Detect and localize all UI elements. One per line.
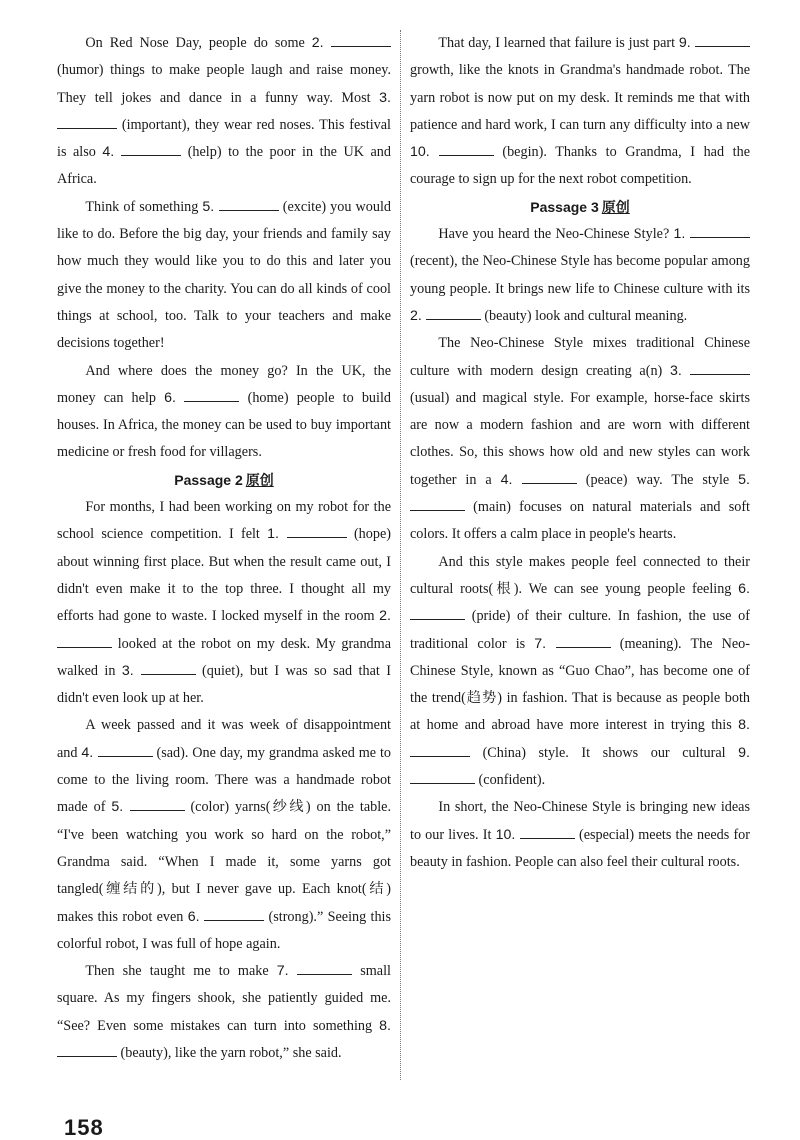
paragraph-text: Have you heard the Neo-Chinese Style? [438,226,674,243]
question-number: 1. [673,226,690,243]
paragraph-text: That day, I learned that failure is just part [438,35,679,51]
answer-blank[interactable] [141,659,196,675]
paragraph-text: And this style makes people feel connected to their cultural roots(根). We can see young people feeling [410,553,750,597]
answer-blank[interactable] [439,140,494,156]
page-number: 158 [64,1115,104,1140]
paragraph-text: (important), they wear red noses. This festival is also [57,116,391,161]
answer-blank[interactable] [130,795,185,811]
paragraph-text: (hope) about winning first place. But when the result came out, I didn't even make it to the top three. I thought all my efforts had gone to waste. I locked myself in the room [57,526,391,625]
paragraph-text: looked at the robot on my desk. My grandma walked in [57,635,391,679]
paragraph-text: (main) focuses on natural materials and soft colors. It offers a calm place in people's hearts. [410,499,750,543]
paragraph-text: On Red Nose Day, people do some [85,35,312,51]
question-number: 8. [379,1017,391,1034]
paragraph-text: small square. As my fingers shook, she patiently guided me. “See? Even some mistakes can turn into something [57,963,391,1034]
question-number: 8. [738,717,750,734]
paragraph-text: Then she taught me to make [85,963,277,980]
passage-paragraph [57,712,391,958]
paragraph-text: (home) people to build houses. In Africa, the money can be used to buy important medicine or fresh food for villagers. [57,389,391,461]
question-number: 2. [379,608,391,625]
question-number: 5. [111,799,130,816]
question-number: 6. [187,908,205,925]
original-tag: 原创 [601,198,630,215]
paragraph-text: (excite) you would like to do. Before the big day, your friends and family say how much they would like you to do this and later you give the money to the charity. You can do all kinds of cool things at school, too. Talk to your teachers and make decisions together! [57,198,391,352]
passage-paragraph [410,330,750,548]
question-number: 3. [379,89,391,106]
passage-paragraph [410,30,750,194]
column-divider [400,30,401,1080]
passage-paragraph [57,30,391,194]
paragraph-text: (pride) of their culture. In fashion, the use of traditional color is [410,608,750,652]
answer-blank[interactable] [556,632,611,648]
right-column [410,30,750,876]
paragraph-text: (peace) way. The style [576,471,739,488]
answer-blank[interactable] [184,386,239,402]
paragraph-text: (color) yarns(纱线) on the table. “I've been watching you work so hard on the robot,” Grandma said. “When I made it, some yarns got tangled(缠结的), but I never gave up. Each knot(结) makes this robot even [57,799,392,925]
question-number: 2. [311,35,331,51]
paragraph-text: (sad). One day, my grandma asked me to come to the living room. There was a handmade robot made of [57,744,391,816]
question-number: 5. [738,471,750,488]
answer-blank[interactable] [522,468,577,484]
question-number: 10. [410,144,439,161]
answer-blank[interactable] [57,632,112,648]
question-number: 3. [670,362,690,379]
question-number: 7. [276,963,298,980]
question-number: 7. [534,635,556,652]
passage-paragraph [410,549,750,795]
paragraph-text: (help) to the poor in the UK and Africa. [57,144,391,188]
answer-blank[interactable] [410,768,475,784]
answer-blank[interactable] [331,31,391,47]
passage-paragraph [57,494,391,712]
answer-blank[interactable] [426,304,481,320]
question-number: 4. [500,471,522,488]
passage-title: Passage 3 [530,198,599,215]
paragraph-text: (recent), the Neo-Chinese Style has become popular among young people. It brings new life to Chinese culture with its [410,253,750,297]
question-number: 10. [495,826,520,843]
answer-blank[interactable] [410,495,465,511]
paragraph-text: (usual) and magical style. For example, horse-face skirts are now a modern fashion and are worn with different clothes. So, this shows how old and new styles can work together in a [410,389,750,488]
paragraph-text: In short, the Neo-Chinese Style is bringing new ideas to our lives. It [410,799,750,843]
passage-paragraph [57,358,391,467]
passage-paragraph [57,958,391,1067]
question-number: 9. [678,35,695,51]
paragraph-text: (quiet), but I was so sad that I didn't even look up at her. [57,662,391,707]
answer-blank[interactable] [690,359,750,375]
answer-blank[interactable] [121,140,181,156]
question-number: 6. [738,580,750,597]
paragraph-text: growth, like the knots in Grandma's handmade robot. The yarn robot is now put on my desk. It reminds me that with patience and hard work, I can turn any difficulty into a new [410,62,750,133]
answer-blank[interactable] [690,222,750,238]
answer-blank[interactable] [410,604,465,620]
answer-blank[interactable] [204,905,264,921]
passage-title: Passage 2 [174,471,243,488]
answer-blank[interactable] [98,741,153,757]
question-number: 3. [121,662,141,679]
question-number: 9. [738,744,750,761]
paragraph-text: (beauty), like the yarn robot,” she said. [117,1044,342,1061]
paragraph-text: For months, I had been working on my robot for the school science competition. I felt [57,499,391,543]
question-number: 5. [202,198,219,215]
paragraph-text: (begin). Thanks to Grandma, I had the courage to sign up for the next robot competition. [410,144,751,188]
paragraph-text: (meaning). The Neo-Chinese Style, known as “Guo Chao”, has become one of the trend(趋势) in fashion. That is because as people both at home and abroad have more interest in trying this [410,635,750,734]
paragraph-text: (beauty) look and cultural meaning. [480,307,688,324]
answer-blank[interactable] [695,31,750,47]
original-tag: 原创 [245,471,274,488]
paragraph-text: And where does the money go? In the UK, the money can help [57,362,391,406]
answer-blank[interactable] [287,522,347,538]
passage-paragraph [410,794,750,876]
answer-blank[interactable] [57,113,117,129]
question-number: 6. [164,389,185,406]
paragraph-text: (strong).” Seeing this colorful robot, I was full of hope again. [57,908,391,952]
answer-blank[interactable] [219,195,279,211]
answer-blank[interactable] [520,823,575,839]
answer-blank[interactable] [410,741,470,757]
paragraph-text: Think of something [85,198,203,215]
passage-heading [57,467,391,494]
passage-paragraph [410,221,750,330]
paragraph-text: (China) style. It shows our cultural [470,744,739,761]
question-number: 4. [102,144,122,161]
answer-blank[interactable] [57,1041,117,1057]
question-number: 2. [410,307,426,324]
question-number: 4. [81,744,98,761]
left-column [57,30,391,1067]
paragraph-text: (especial) meets the needs for beauty in fashion. People can also feel their cultural roots. [410,826,750,870]
paragraph-text: The Neo-Chinese Style mixes traditional Chinese culture with modern design creating a(n) [410,335,750,379]
paragraph-text: A week passed and it was week of disappointment and [57,717,391,761]
passage-paragraph [57,194,391,358]
passage-heading [410,194,750,221]
question-number: 1. [267,526,287,543]
answer-blank[interactable] [297,959,352,975]
paragraph-text: (humor) things to make people laugh and raise money. They tell jokes and dance in a funny way. Most [57,62,391,106]
paragraph-text: (confident). [475,772,546,789]
